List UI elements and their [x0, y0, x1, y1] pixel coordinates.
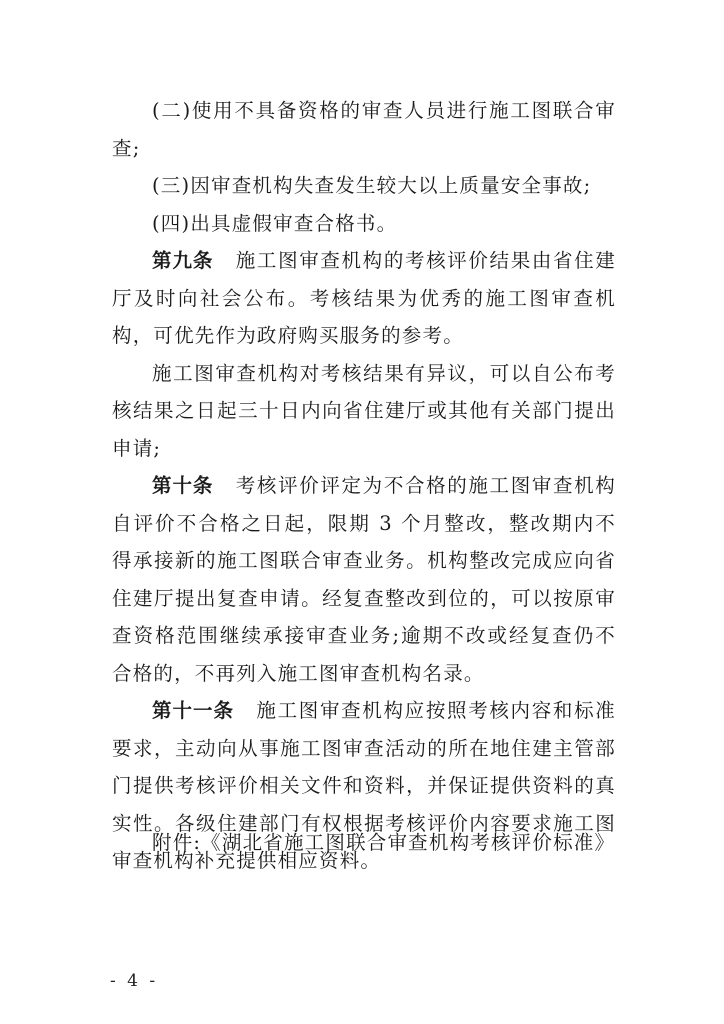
attachment-line: 附件:《湖北省施工图联合审查机构考核评价标准》: [152, 831, 616, 854]
page-number: - 4 -: [110, 971, 159, 991]
article-10-title: 第十条: [152, 474, 214, 497]
article-9-text: 施工图审查机构的考核评价结果由省住建厅及时向社会公布。考核结果为优秀的施工图审查机构，可优先作为政府购买服务的参考。: [112, 249, 616, 347]
list-item: (二)使用不具备资格的审查人员进行施工图联合审查;: [112, 99, 616, 160]
article-11-title: 第十一条: [152, 699, 234, 722]
list-item: (三)因审查机构失查发生较大以上质量安全事故;: [152, 174, 592, 197]
article-9-title: 第九条: [152, 249, 214, 272]
list-item: (四)出具虚假审查合格书。: [152, 211, 398, 235]
article-9: [112, 242, 616, 355]
article-9-paragraph-2: [112, 355, 616, 468]
article-10: [112, 467, 616, 692]
article-11-text: 施工图审查机构应按照考核内容和标准要求，主动向从事施工图审查活动的所在地住建主管部门提供考核评价相关文件和资料，并保证提供资料的真实性。各级住建部门有权根据考核评价内容要求施工图审查机构补充提供相应资料。: [112, 699, 616, 872]
article-10-text: 考核评价评定为不合格的施工图审查机构自评价不合格之日起，限期 3 个月整改，整改期内不得承接新的施工图联合审查业务。机构整改完成应向省住建厅提出复查申请。经复查整改到位的，可以按原审查资格范围继续承接审查业务;逾期不改或经复查仍不合格的，不再列入施工图审查机构名录。: [112, 474, 616, 685]
document-body: [112, 92, 616, 880]
article-9-paragraph-2-text: 施工图审查机构对考核结果有异议，可以自公布考核结果之日起三十日内向省住建厅或其他有关部门提出申请;: [112, 361, 616, 460]
